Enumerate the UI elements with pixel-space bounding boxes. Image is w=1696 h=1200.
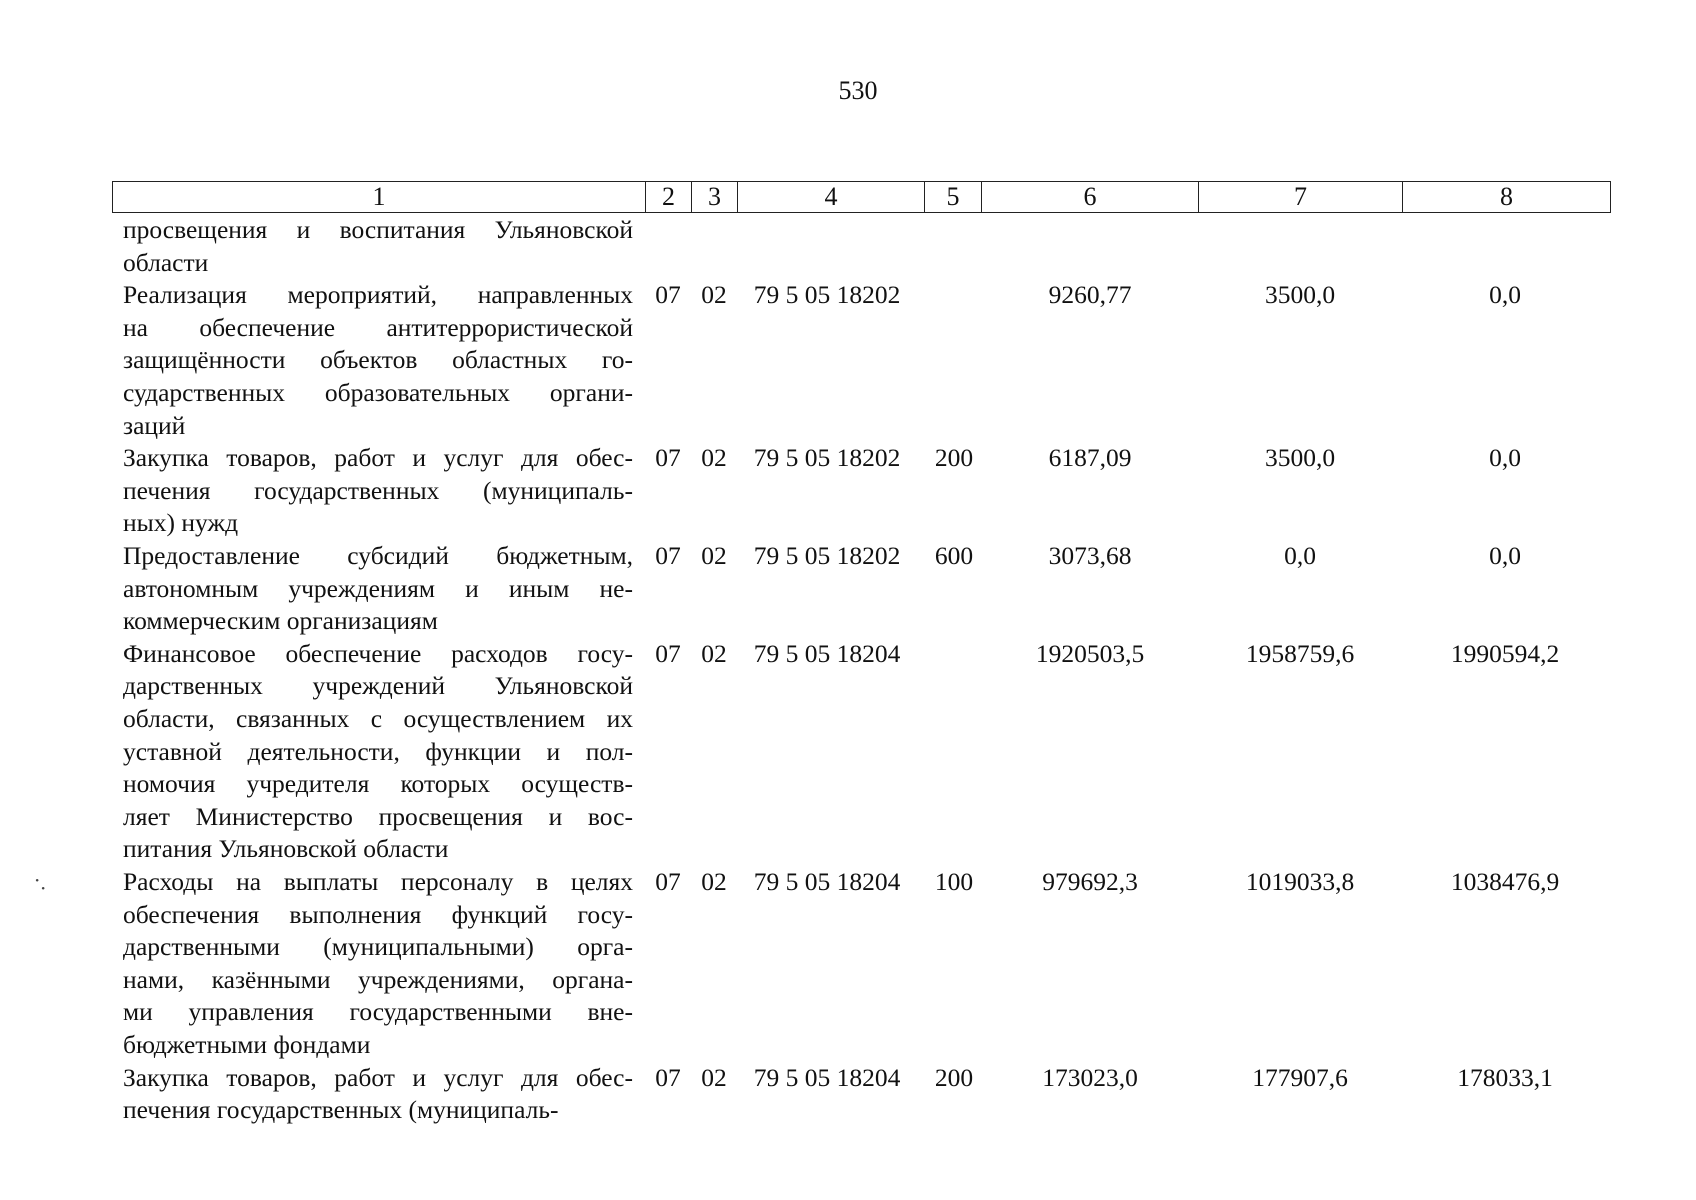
description-line: ных) нужд (123, 508, 239, 538)
column-header-8: 8 (1403, 182, 1611, 213)
section-cell: 07 (655, 867, 681, 896)
target-article-cell: 79 5 05 18204 (753, 638, 901, 668)
scan-speck: · (34, 868, 41, 892)
description-line: Реализация мероприятий, направленных (123, 280, 633, 310)
amount-year-3-cell: 0,0 (1489, 541, 1521, 570)
amount-year-1-cell: 173023,0 (1042, 1062, 1138, 1092)
description-line: ми управления государственными вне- (123, 997, 633, 1027)
amount-year-3-cell: 0,0 (1489, 280, 1521, 310)
amount-year-2-cell: 3500,0 (1264, 443, 1336, 473)
description-line: Расходы на выплаты персоналу в целях (123, 867, 633, 896)
column-header-2: 2 (646, 182, 692, 213)
amount-year-2-cell: 1958759,6 (1245, 638, 1355, 668)
subsection-cell: 02 (701, 443, 727, 473)
amount-year-3-cell: 0,0 (1489, 443, 1521, 473)
amount-year-3-cell: 178033,1 (1457, 1062, 1553, 1092)
description-line: уставной деятельности, функции и пол- (123, 736, 633, 766)
amount-year-3-cell: 1990594,2 (1450, 638, 1560, 668)
description-line: нами, казёнными учреждениями, органа- (123, 964, 633, 994)
description-line: Закупка товаров, работ и услуг для обес- (123, 443, 633, 473)
column-header-7: 7 (1199, 182, 1403, 213)
target-article-cell: 79 5 05 18204 (753, 867, 901, 896)
target-article-cell: 79 5 05 18202 (753, 443, 901, 473)
target-article-cell: 79 5 05 18202 (753, 541, 901, 570)
description-line: просвещения и воспитания Ульяновской (123, 215, 633, 244)
amount-year-1-cell: 6187,09 (1048, 443, 1132, 473)
row-description (123, 866, 633, 1062)
subsection-cell: 02 (701, 638, 727, 668)
description-line: дарственных учреждений Ульяновской (123, 671, 633, 701)
amount-year-2-cell: 1019033,8 (1245, 867, 1355, 896)
amount-year-1-cell: 9260,77 (1048, 280, 1132, 310)
description-line: области, связанных с осуществлением их (123, 703, 633, 733)
section-cell: 07 (655, 638, 681, 668)
subsection-cell: 02 (701, 867, 727, 896)
amount-year-2-cell: 3500,0 (1264, 280, 1336, 310)
expense-type-cell: 100 (934, 867, 974, 896)
expense-type-cell: 200 (934, 443, 974, 473)
description-line: коммерческим организациям (123, 606, 438, 636)
scan-speck: · (40, 876, 47, 900)
section-cell: 07 (655, 443, 681, 473)
subsection-cell: 02 (701, 280, 727, 310)
description-line: питания Ульяновской области (123, 834, 449, 864)
expense-type-cell: 600 (934, 541, 974, 570)
description-line: автономным учреждениям и иным не- (123, 573, 633, 603)
row-description (123, 638, 633, 866)
row-description (123, 442, 633, 540)
target-article-cell: 79 5 05 18202 (753, 280, 901, 310)
column-header-3: 3 (692, 182, 738, 213)
column-header-table (112, 181, 1611, 213)
description-line: номочия учредителя которых осуществ- (123, 769, 633, 799)
description-line: печения государственных (муниципаль- (123, 475, 633, 505)
description-line: ляет Министерство просвещения и вос- (123, 801, 633, 831)
row-description (123, 279, 633, 442)
target-article-cell: 79 5 05 18204 (753, 1062, 901, 1092)
page-number: 530 (838, 76, 878, 105)
section-cell: 07 (655, 1062, 681, 1092)
row-description (123, 1062, 633, 1127)
section-cell: 07 (655, 541, 681, 570)
description-line: сударственных образовательных органи- (123, 377, 633, 407)
row-description (123, 214, 633, 279)
description-line: обеспечения выполнения функций госу- (123, 899, 633, 929)
amount-year-3-cell: 1038476,9 (1450, 867, 1560, 896)
subsection-cell: 02 (701, 541, 727, 570)
amount-year-1-cell: 1920503,5 (1035, 638, 1145, 668)
amount-year-2-cell: 177907,6 (1252, 1062, 1348, 1092)
subsection-cell: 02 (701, 1062, 727, 1092)
amount-year-1-cell: 979692,3 (1042, 867, 1138, 896)
column-header-1: 1 (113, 182, 646, 213)
section-cell: 07 (655, 280, 681, 310)
description-line: заций (123, 410, 186, 440)
column-header-row (113, 182, 1611, 213)
description-line: Предоставление субсидий бюджетным, (123, 541, 633, 570)
description-line: защищённости объектов областных го- (123, 345, 633, 375)
column-header-4: 4 (738, 182, 925, 213)
row-description (123, 540, 633, 638)
description-line: бюджетными фондами (123, 1029, 371, 1059)
description-line: Финансовое обеспечение расходов госу- (123, 638, 633, 668)
description-line: области (123, 247, 209, 277)
column-header-6: 6 (982, 182, 1199, 213)
description-line: Закупка товаров, работ и услуг для обес- (123, 1062, 633, 1092)
description-line: на обеспечение антитеррористической (123, 312, 633, 342)
description-line: печения государственных (муниципаль- (123, 1095, 559, 1125)
amount-year-2-cell: 0,0 (1284, 541, 1316, 570)
amount-year-1-cell: 3073,68 (1048, 541, 1132, 570)
description-line: дарственными (муниципальными) орга- (123, 932, 633, 962)
column-header-5: 5 (925, 182, 982, 213)
expense-type-cell: 200 (934, 1062, 974, 1092)
